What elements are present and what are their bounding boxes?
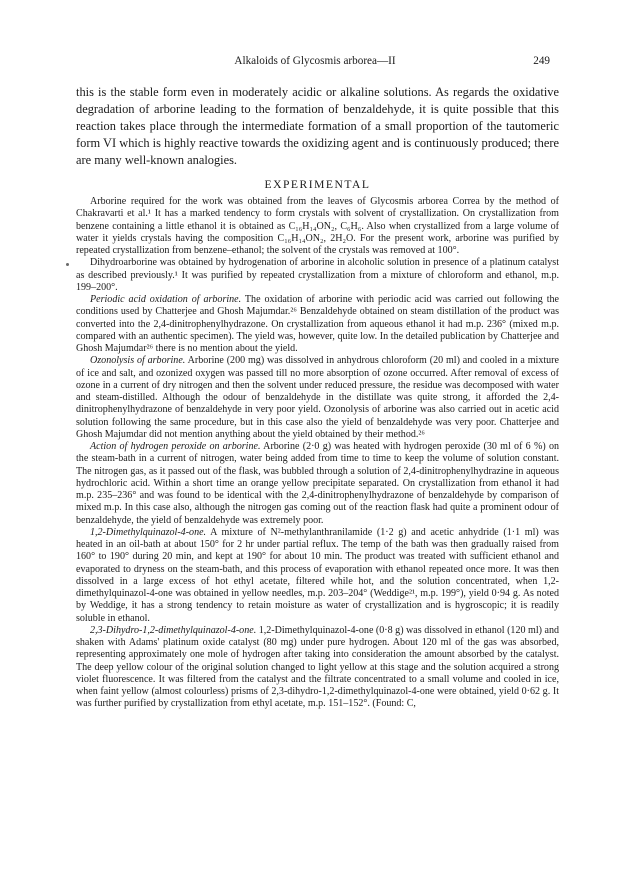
- section-lead: Ozonolysis of arborine.: [90, 355, 186, 367]
- section-dimethylquinazolone: [76, 527, 559, 625]
- running-title: Alkaloids of Glycosmis arborea—II: [234, 55, 396, 67]
- running-header: [80, 55, 550, 71]
- page-number: 249: [533, 55, 550, 67]
- section-lead: 1,2-Dimethylquinazol-4-one.: [90, 526, 207, 538]
- paragraph-arborine: Arborine required for the work was obtained from the leaves of Glycosmis arborea Correa by the method of Chakravarti et al.¹ It has a marked tendency to form crystals with solvent of crystallization. On crystallization from benzene containing a little ethanol it is obtained as C₁₆H₁₄ON₂, C₆H₆. Also when crystallized from a large volume of water it yields crystals having the composition C₁₆H₁₄ON₂, 2H₂O. For the present work, arborine was purified by repeated crystallization from benzene–ethanol; the solvent of the crystals was removed at 100°.: [76, 196, 559, 256]
- section-text: Arborine (2·0 g) was heated with hydrogen peroxide (30 ml of 6 %) on the steam-bath in a current of nitrogen, water being added from time to time to keep the volume of solution constant. The nitrogen gas, as it passed out of the flask, was bubbled through a solution of 2,4-dinitrophenylhydrazine in aqueous hydrochloric acid. Within a short time an orange yellow precipitate separated. On crystallization from ethanol it had m.p. 235–236° and was found to be identical with the 2,4-dinitrophenylhydrazone of benzaldehyde by comparison of mixed m.p. In this case also, although the nitrogen gas coming out of the reaction flask had quite a prominent odour of benzaldehyde, the yield of benzaldehyde was extremely poor.: [76, 441, 560, 526]
- section-lead: Periodic acid oxidation of arborine.: [90, 294, 242, 305]
- intro-text: this is the stable form even in moderately acidic or alkaline solutions. As regards the oxidative degradation of arborine leading to the formation of benzaldehyde, it is quite possible that this reaction takes place through the intermediate formation of a small proportion of the tautomeric form VI which is highly reactive towards the oxidizing agent and is continuously produced; there are many well-known analogies.: [76, 85, 559, 167]
- section-dihydro-dimethylquinazolone: [76, 625, 559, 711]
- section-ozonolysis: [76, 355, 559, 441]
- experimental-body: [76, 196, 559, 711]
- intro-paragraph: [76, 84, 559, 169]
- section-heading: EXPERIMENTAL: [264, 178, 371, 191]
- section-periodic-acid: [76, 294, 559, 355]
- section-lead: 2,3-Dihydro-1,2-dimethylquinazol-4-one.: [90, 624, 257, 636]
- section-text: 1,2-Dimethylquinazol-4-one (0·8 g) was dissolved in ethanol (120 ml) and shaken with Adams' platinum oxide catalyst (80 mg) under pure hydrogen. About 120 ml of the gas was absorbed, representing approximately one mole of hydrogen after taking into consideration the amount absorbed by the catalyst. The deep yellow colour of the original solution changed to light yellow at this stage and the solution acquired a strong violet fluorescence. It was filtered from the catalyst and the filtrate concentrated to a small volume and cooled in ice, when faint yellow (almost colourless) prisms of 2,3-dihydro-1,2-dimethylquinazol-4-one were obtained, yield 0·62 g. It was further purified by crystallization from ethyl acetate, m.p. 151–152°. (Found: C,: [76, 624, 559, 710]
- paragraph-dihydroarborine: Dihydroarborine was obtained by hydrogenation of arborine in alcoholic solution in presence of a platinum catalyst as described previously.¹ It was purified by repeated crystallization from a mixture of chloroform and ethanol, m.p. 199–200°.: [76, 257, 559, 293]
- section-text: The oxidation of arborine with periodic acid was carried out following the conditions used by Chatterjee and Ghosh Majumdar.²⁶ Benzaldehyde obtained on steam distillation of the product was converted into the 2,4-dinitrophenylhydrazone. On crystallization from aqueous ethanol it had m.p. 236° (mixed m.p. compared with an authentic specimen). The yield was, however, quite low. In the detailed publication by Chatterjee and Ghosh Majumdar²⁶ there is no mention about the yield.: [76, 294, 559, 354]
- section-lead: Action of hydrogen peroxide on arborine.: [90, 441, 261, 452]
- section-text: A mixture of N²-methylanthranilamide (1·2 g) and acetic anhydride (1·1 ml) was heated in an oil-bath at about 150° for 2 hr under partial reflux. The temp of the bath was then gradually raised from 160° to 190° during 20 min, and kept at 190° for about 10 min. The product was treated with sufficient ethanol and evaporated to dryness on the steam-bath, and this process of evaporation with ethanol repeated once more. It was then dissolved in a large excess of hot ethyl acetate, filtered while hot, and the solution concentrated, when 1,2-dimethylquinazol-4-one was obtained in yellow needles, m.p. 203–204° (Weddige²¹, m.p. 199°), yield 0·94 g. As noted by Weddige, it has a strong tendency to retain moisture as water of crystallization and is hygroscopic; it is readily soluble in ethanol.: [76, 526, 559, 624]
- margin-mark: [66, 263, 69, 266]
- section-hydrogen-peroxide: [76, 441, 559, 527]
- section-text: Arborine (200 mg) was dissolved in anhydrous chloroform (20 ml) and cooled in a mixture of ice and salt, and ozonized oxygen was passed till no more absorption of ozone occurred. After removal of excess of ozone in a current of dry nitrogen and then the solvent under reduced pressure, the residue was decomposed with water and steam-distilled. Although the odour of benzaldehyde in the distillate was quite strong, it afforded the 2,4-dinitrophenylhydrazone of benzaldehyde in very poor yield. Ozonolysis of arborine was also carried out in acetic acid solution following the same procedure, but in this case also the yield of benzaldehyde was very poor. Chatterjee and Ghosh Majumdar did not mention anything about the yield obtained by their method.²⁶: [76, 355, 559, 440]
